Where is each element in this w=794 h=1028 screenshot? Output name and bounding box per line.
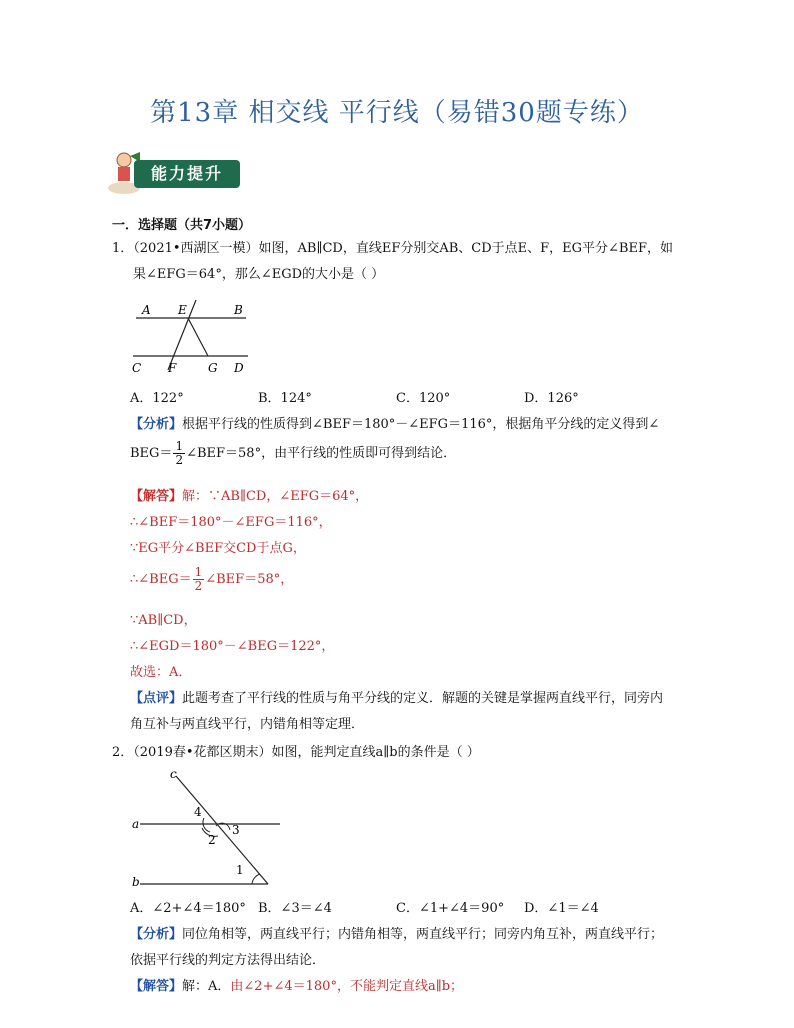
arc-1	[252, 874, 260, 884]
page-title: 第13章 相交线 平行线（易错30题专练）	[150, 98, 644, 128]
q1-answer-line6: ∴∠EGD＝180°－∠BEG＝122°，	[130, 639, 335, 654]
answer-tag: 【解答】	[130, 489, 183, 504]
q1-analysis-line1: 【分析】根据平行线的性质得到∠BEF＝180°－∠EFG＝116°，根据角平分线的定义得到∠	[130, 417, 660, 432]
label-f: F	[168, 361, 177, 375]
section-heading: 一．选择题（共7小题）	[112, 218, 252, 233]
q1-option-a[interactable]: A．122°	[130, 391, 184, 406]
q1-review-line1: 【点评】此题考查了平行线的性质与角平分线的定义．解题的关键是掌握两直线平行，同旁内	[130, 691, 664, 706]
q2-option-a[interactable]: A．∠2+∠4＝180°	[130, 901, 246, 916]
q1-review-line2: 角互补与两直线平行，内错角相等定理．	[130, 717, 365, 732]
label-3: 3	[232, 823, 240, 837]
answer-tag-2: 【解答】	[130, 979, 183, 994]
q2-stem: 2．（2019春•花都区期末）如图，能判定直线a∥b的条件是（ ）	[112, 745, 480, 760]
q1-stem-line1: 1．（2021•西湖区一模）如图，AB∥CD，直线EF分别交AB、CD于点E、F，EG平分∠BEF，如	[112, 241, 673, 256]
analysis-tag: 【分析】	[130, 417, 183, 432]
analysis-tag-2: 【分析】	[130, 927, 183, 942]
q1-answer-line2: ∴∠BEF＝180°－∠EFG＝116°，	[130, 515, 332, 530]
label-c: c	[170, 767, 177, 781]
q1-figure	[128, 298, 258, 378]
q1-option-c[interactable]: C．120°	[396, 391, 451, 406]
badge-label: 能力提升	[134, 160, 240, 188]
label-a: a	[132, 817, 140, 831]
q1-answer-line5: ∵AB∥CD，	[130, 613, 197, 628]
q1-answer-line3: ∵EG平分∠BEF交CD于点G，	[130, 541, 306, 556]
q2-option-b[interactable]: B．∠3＝∠4	[258, 901, 332, 916]
label-a: A	[142, 303, 151, 317]
label-g: G	[208, 361, 218, 375]
fraction-half: $\frac{1}{2}$	[175, 439, 184, 467]
label-b: b	[132, 875, 140, 889]
q1-analysis-line2: BEG＝ $\frac{1}{2}$ ∠BEF＝58°，由平行线的性质即可得到结论．	[130, 439, 457, 467]
line-eg	[188, 318, 208, 356]
fraction-half-2: $\frac{1}{2}$	[194, 565, 203, 593]
label-2: 2	[208, 833, 216, 847]
q2-analysis-line1: 【分析】同位角相等，两直线平行；内错角相等，两直线平行；同旁内角互补，两直线平行；	[130, 927, 664, 942]
label-d: D	[234, 361, 244, 375]
arc-4	[203, 818, 210, 832]
q1-answer-line7: 故选：A．	[130, 665, 192, 680]
review-tag: 【点评】	[130, 691, 183, 706]
ability-badge	[104, 148, 244, 196]
label-b: B	[234, 303, 243, 317]
q2-option-c[interactable]: C．∠1+∠4＝90°	[396, 901, 505, 916]
q1-option-d[interactable]: D．126°	[524, 391, 579, 406]
label-4: 4	[194, 805, 202, 819]
q1-answer-line4: ∴∠BEG＝ $\frac{1}{2}$ ∠BEF＝58°，	[130, 565, 294, 593]
q1-stem-line2: 果∠EFG＝64°，那么∠EGD的大小是（ ）	[133, 267, 385, 282]
label-1: 1	[236, 863, 244, 877]
label-e: E	[178, 303, 187, 317]
q2-answer-line1: 【解答】解：A．由∠2+∠4＝180°，不能判定直线a∥b；	[130, 979, 464, 994]
q2-figure	[128, 766, 288, 890]
label-c: C	[132, 361, 142, 375]
q2-option-d[interactable]: D．∠1＝∠4	[524, 901, 599, 916]
q2-analysis-line2: 依据平行线的判定方法得出结论．	[130, 953, 326, 968]
line-c	[176, 776, 268, 884]
q1-answer-line1: 【解答】解：∵AB∥CD，∠EFG＝64°，	[130, 489, 369, 504]
q1-option-b[interactable]: B．124°	[258, 391, 312, 406]
